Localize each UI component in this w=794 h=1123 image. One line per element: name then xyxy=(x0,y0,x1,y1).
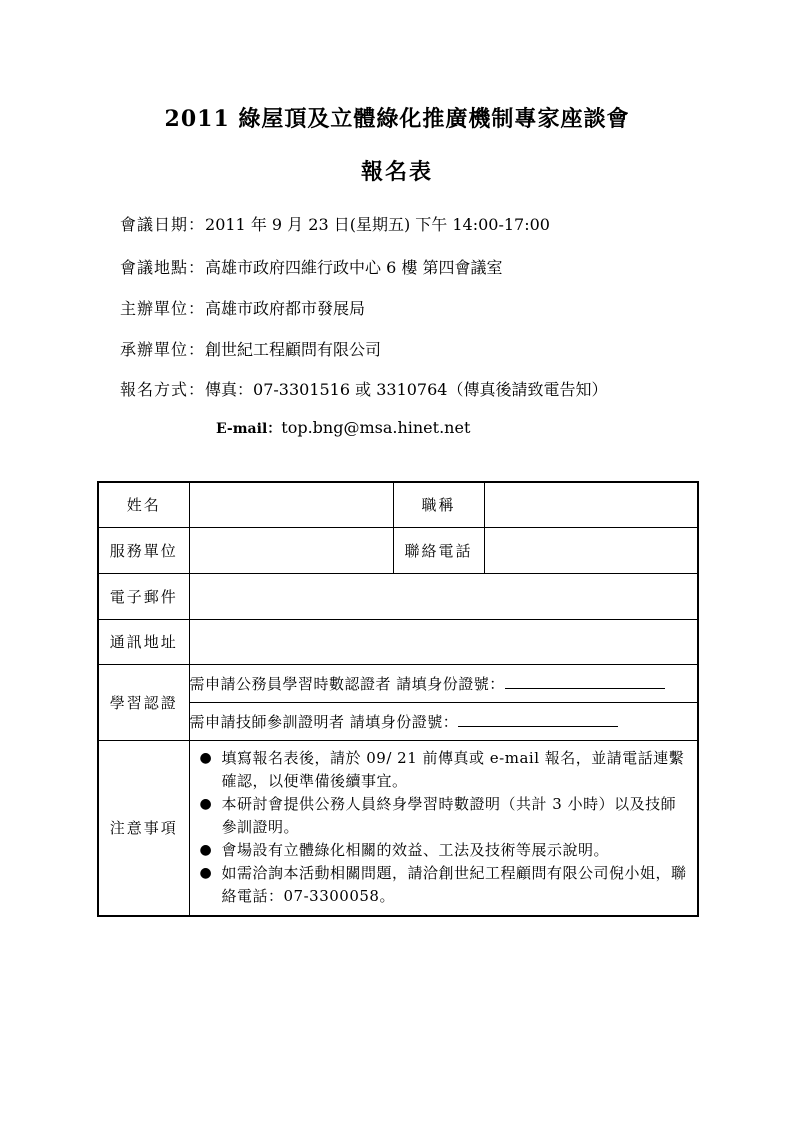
info-date-label: 會議日期： xyxy=(120,215,206,234)
info-organizer-label: 主辦單位： xyxy=(120,299,206,318)
bullet-icon: ● xyxy=(199,796,213,813)
info-organizer xyxy=(120,296,365,319)
info-date-value: 2011 年 9 月 23 日(星期五) 下午 14:00-17:00 xyxy=(205,215,550,234)
job-title-label: 職稱 xyxy=(393,482,484,527)
bullet-icon: ● xyxy=(199,865,213,882)
info-contractor xyxy=(120,337,381,360)
info-venue-label: 會議地點： xyxy=(120,258,206,277)
info-contractor-value: 創世紀工程顧問有限公司 xyxy=(205,340,382,359)
list-item: ● 本研討會提供公務人員終身學習時數證明（共計 3 小時）以及技師參訓證明。 xyxy=(199,795,677,837)
notes-label: 注意事項 xyxy=(98,740,189,916)
organization-field[interactable] xyxy=(189,527,393,573)
table-row xyxy=(98,664,698,702)
table-row xyxy=(98,527,698,573)
address-field[interactable] xyxy=(189,619,698,664)
table-row xyxy=(98,740,698,916)
info-contractor-label: 承辦單位： xyxy=(120,340,206,359)
email-value: top.bng@msa.hinet.net xyxy=(281,418,471,437)
civil-servant-id-field[interactable] xyxy=(505,675,665,689)
engineer-id-field[interactable] xyxy=(458,713,618,727)
info-organizer-value: 高雄市政府都市發展局 xyxy=(205,299,366,318)
civil-servant-cert-row xyxy=(189,664,698,702)
bullet-icon: ● xyxy=(199,842,213,859)
bullet-icon: ● xyxy=(199,750,213,767)
info-email xyxy=(216,418,470,438)
engineer-cert-row xyxy=(189,702,698,740)
info-date xyxy=(120,212,550,235)
info-venue xyxy=(120,255,502,278)
list-item: ● 會場設有立體綠化相關的效益、工法及技術等展示說明。 xyxy=(200,839,690,862)
organization-label: 服務單位 xyxy=(98,527,189,573)
info-registration-label: 報名方式： xyxy=(120,380,206,399)
notes-cell xyxy=(189,740,698,916)
name-label: 姓名 xyxy=(98,482,189,527)
info-venue-value: 高雄市政府四維行政中心 6 樓 第四會議室 xyxy=(205,258,503,277)
address-label: 通訊地址 xyxy=(98,619,189,664)
list-item: ● 如需洽詢本活動相關問題，請洽創世紀工程顧問有限公司倪小姐，聯絡電話：07-3300058。 xyxy=(199,864,687,906)
form-subtitle: 報名表 xyxy=(360,159,433,185)
info-registration xyxy=(120,377,607,400)
table-row xyxy=(98,482,698,527)
form-title: 2011 綠屋頂及立體綠化推廣機制專家座談會 xyxy=(164,106,630,132)
email-field-label: 電子郵件 xyxy=(98,573,189,619)
name-field[interactable] xyxy=(189,482,393,527)
phone-label: 聯絡電話 xyxy=(393,527,484,573)
engineer-cert-text: 需申請技師參訓證明者 請填身份證號： xyxy=(189,712,459,731)
table-row xyxy=(98,573,698,619)
job-title-field[interactable] xyxy=(484,482,698,527)
info-registration-value: 傳真：07-3301516 或 3310764（傳真後請致電告知） xyxy=(205,380,608,399)
civil-servant-cert-text: 需申請公務員學習時數認證者 請填身份證號： xyxy=(189,674,505,693)
notes-list xyxy=(190,743,698,912)
email-label: E-mail： xyxy=(216,421,282,437)
email-field[interactable] xyxy=(189,573,698,619)
registration-form-table xyxy=(97,481,699,917)
table-row xyxy=(98,619,698,664)
list-item: ● 填寫報名表後，請於 09/ 21 前傳真或 e-mail 報名，並請電話連繫確認，以便準備後續事宜。 xyxy=(199,749,685,791)
certification-label: 學習認證 xyxy=(98,664,189,740)
phone-field[interactable] xyxy=(484,527,698,573)
